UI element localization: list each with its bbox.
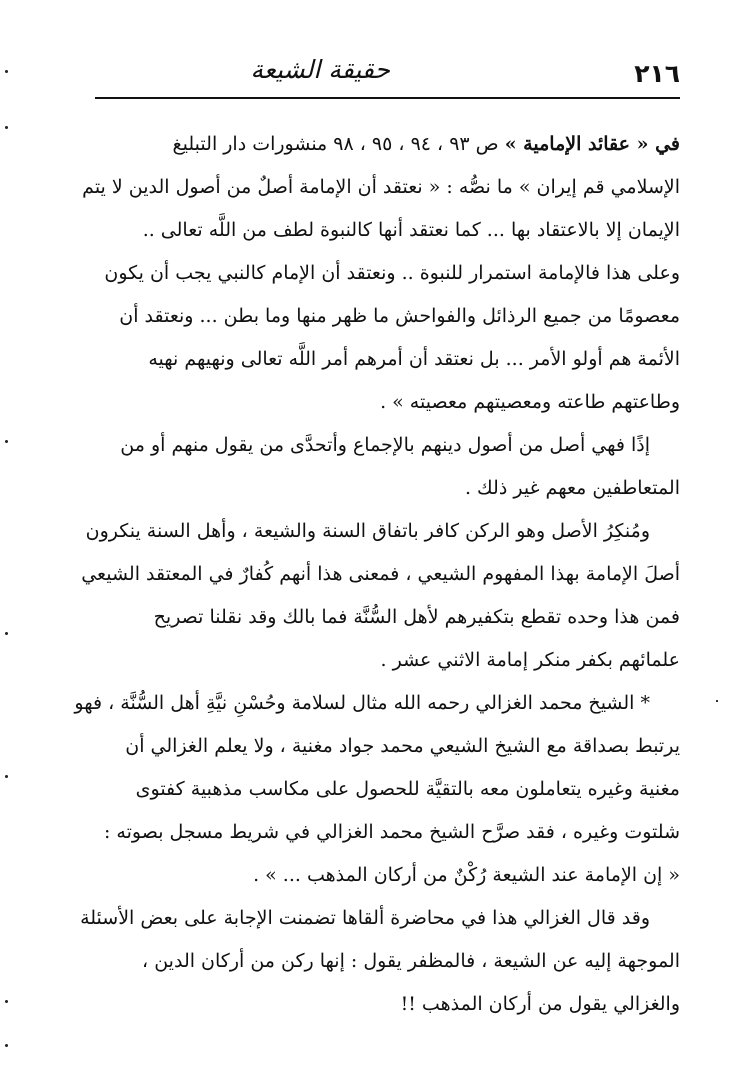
text-line: الأئمة هم أولو الأمر ... بل نعتقد أن أمرهم أمر اللَّه تعالى ونهيهم نهيه (148, 348, 680, 370)
page-number: ٢١٦ (634, 59, 680, 88)
text-line: وعلى هذا فالإمامة استمرار للنبوة .. ونعتقد أن الإمام كالنبي يجب أن يكون (104, 262, 680, 284)
text-line: علمائهم بكفر منكر إمامة الاثني عشر . (380, 649, 680, 671)
text-line: الإيمان إلا بالاعتقاد بها ... كما نعتقد أنها كالنبوة لطف من اللَّه تعالى .. (142, 219, 680, 241)
paragraph-first-line: ومُنكِرُ الأصل وهو الركن كافر باتفاق السنة والشيعة ، وأهل السنة ينكرون (85, 520, 650, 542)
scan-speck (5, 126, 8, 129)
page-header (95, 55, 680, 99)
scan-speck (5, 775, 8, 778)
scan-speck (5, 1000, 8, 1003)
text-line: مغنية وغيره يتعاملون معه بالتقيَّة للحصول على مكاسب مذهبية كفتوى (135, 778, 680, 800)
scan-speck (5, 70, 8, 73)
bold-citation: في « عقائد الإمامية » (504, 133, 680, 155)
paragraph-first-line: * الشيخ محمد الغزالي رحمه الله مثال لسلامة وحُسْنِ نيَّةِ أهل السُّنَّة ، فهو (74, 692, 650, 714)
paragraph-first-line: وقد قال الغزالي هذا في محاضرة ألقاها تضمنت الإجابة على بعض الأسئلة (80, 907, 650, 929)
text-line: الإسلامي قم إيران » ما نصُّه : « نعتقد أن الإمامة أصلٌ من أصول الدين لا يتم (82, 176, 680, 198)
page-body (68, 123, 680, 1026)
text-line: فمن هذا وحده تقطع بتكفيرهم لأهل السُّنَّة فما بالك وقد نقلنا تصريح (153, 606, 680, 628)
text-line: وطاعتهم طاعته ومعصيتهم معصيته » . (380, 391, 680, 413)
text-line: أصلَ الإمامة بهذا المفهوم الشيعي ، فمعنى هذا أنهم كُفارٌ في المعتقد الشيعي (81, 563, 680, 585)
text-line: الموجهة إليه عن الشيعة ، فالمظفر يقول : إنها ركن من أركان الدين ، (142, 950, 680, 972)
running-title: حقيقة الشيعة (250, 55, 390, 84)
header-rule (95, 97, 680, 99)
text-line: والغزالي يقول من أركان المذهب !! (400, 993, 680, 1015)
line-text: ص ٩٣ ، ٩٤ ، ٩٥ ، ٩٨ منشورات دار التبليغ (172, 133, 505, 155)
scan-speck (716, 700, 718, 702)
text-line: معصومًا من جميع الرذائل والفواحش ما ظهر منها وما بطن ... ونعتقد أن (119, 305, 680, 327)
text-line: المتعاطفين معهم غير ذلك . (464, 477, 680, 499)
paragraph-first-line: إذًا فهي أصل من أصول دينهم بالإجماع وأتحدَّى من يقول منهم أو من (120, 434, 650, 456)
text-line: شلتوت وغيره ، فقد صرَّح الشيخ محمد الغزالي في شريط مسجل بصوته : (103, 821, 680, 843)
text-line (68, 123, 680, 166)
text-line: « إن الإمامة عند الشيعة رُكْنٌ من أركان المذهب ... » . (253, 864, 680, 886)
scan-speck (5, 1044, 8, 1047)
scan-speck (5, 440, 8, 443)
scan-speck (5, 632, 8, 635)
text-line: يرتبط بصداقة مع الشيخ الشيعي محمد جواد مغنية ، ولا يعلم الغزالي أن (125, 735, 680, 757)
